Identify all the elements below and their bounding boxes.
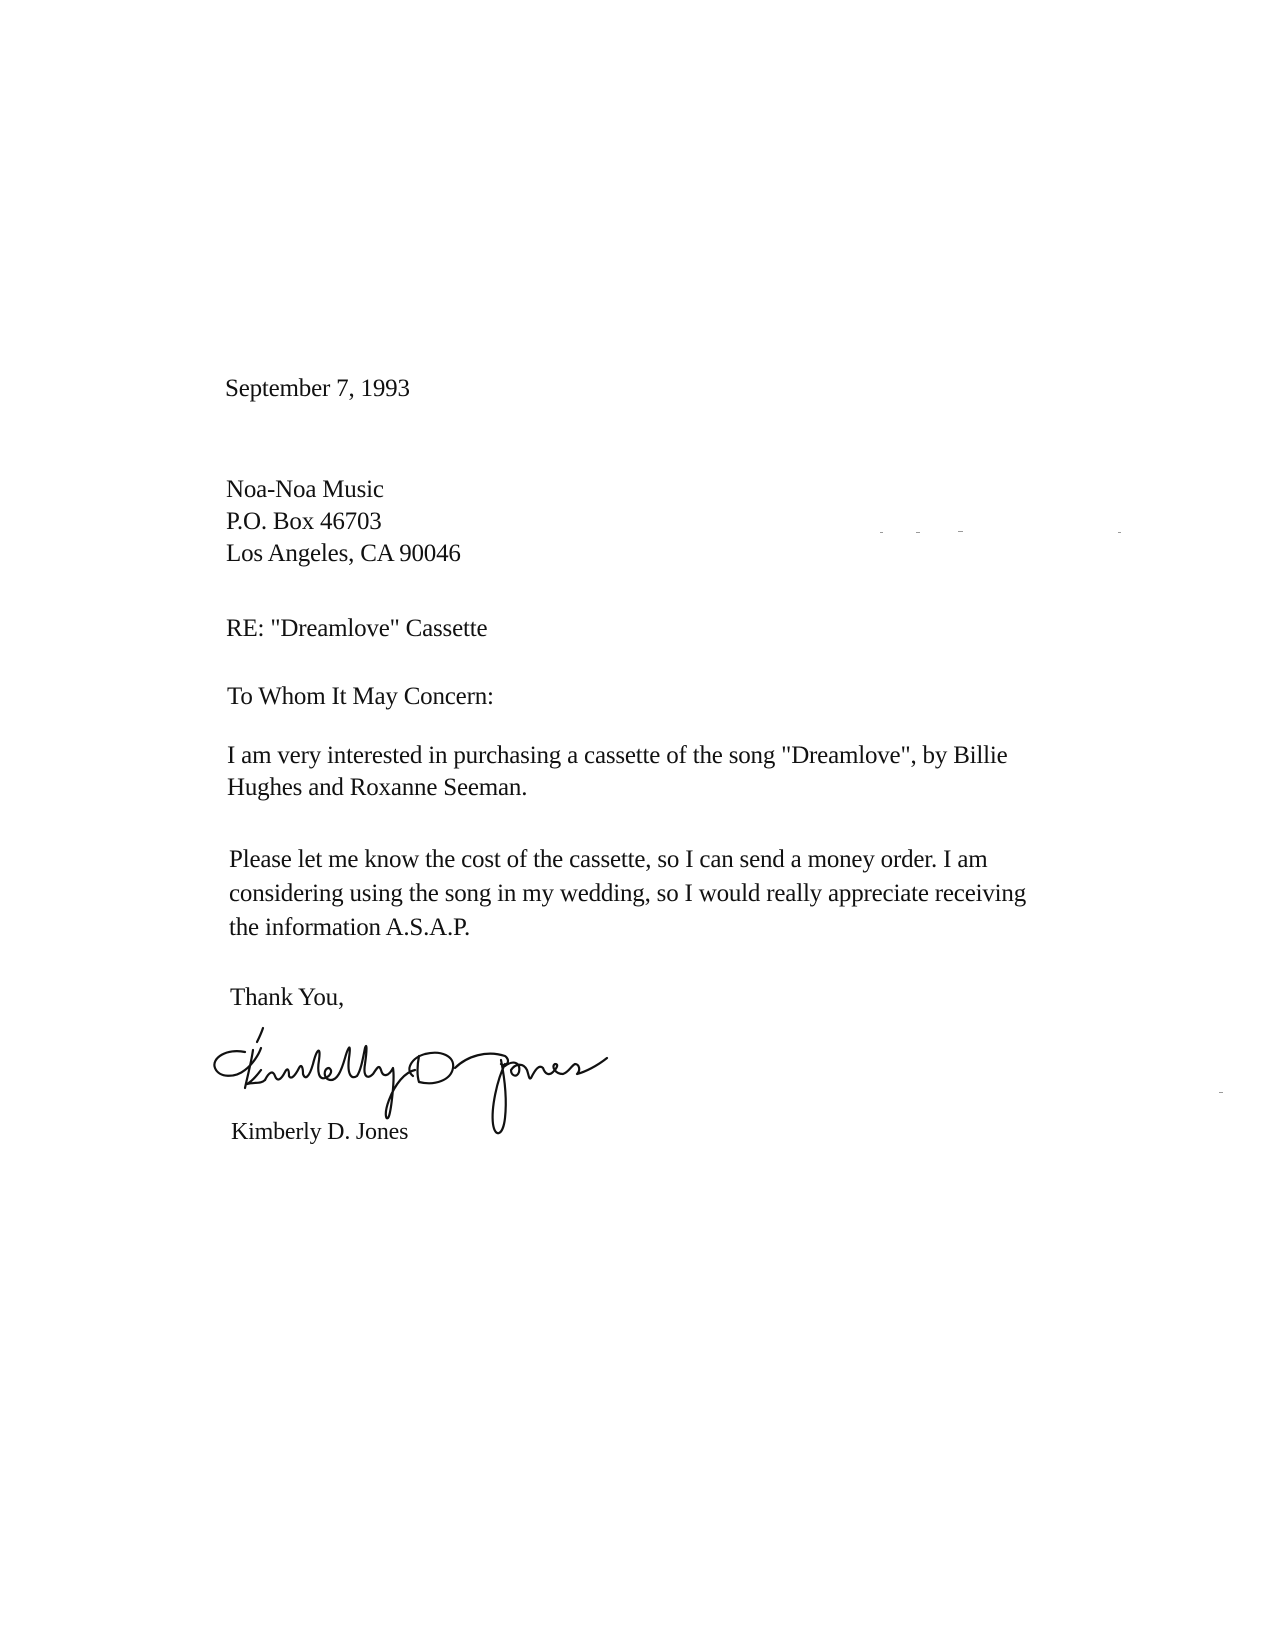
signer-name: Kimberly D. Jones [231, 1119, 409, 1145]
scan-speck [1118, 532, 1121, 533]
recipient-address-line1: P.O. Box 46703 [226, 508, 382, 535]
recipient-address-line2: Los Angeles, CA 90046 [226, 540, 461, 567]
closing: Thank You, [230, 984, 344, 1011]
scan-speck [880, 532, 883, 533]
scan-speck [958, 531, 963, 532]
scan-speck [1219, 1092, 1223, 1093]
salutation: To Whom It May Concern: [227, 683, 494, 710]
body-paragraph-2-line-2: considering using the song in my wedding, so I would really appreciate receiving [229, 880, 1026, 907]
recipient-name: Noa-Noa Music [226, 476, 384, 503]
subject-line: RE: "Dreamlove" Cassette [226, 615, 488, 642]
body-paragraph-1-line-2: Hughes and Roxanne Seeman. [227, 774, 528, 801]
recipient-address [226, 474, 461, 570]
body-paragraph-1-line-1: I am very interested in purchasing a cassette of the song "Dreamlove", by Billie [227, 742, 1008, 769]
body-paragraph-1 [227, 740, 1008, 804]
body-paragraph-2-line-3: the information A.S.A.P. [229, 914, 471, 941]
letter-date: September 7, 1993 [225, 375, 410, 402]
body-paragraph-2-line-1: Please let me know the cost of the cassette, so I can send a money order. I am [229, 846, 988, 873]
body-paragraph-2 [229, 843, 1026, 945]
scan-speck [916, 532, 920, 533]
